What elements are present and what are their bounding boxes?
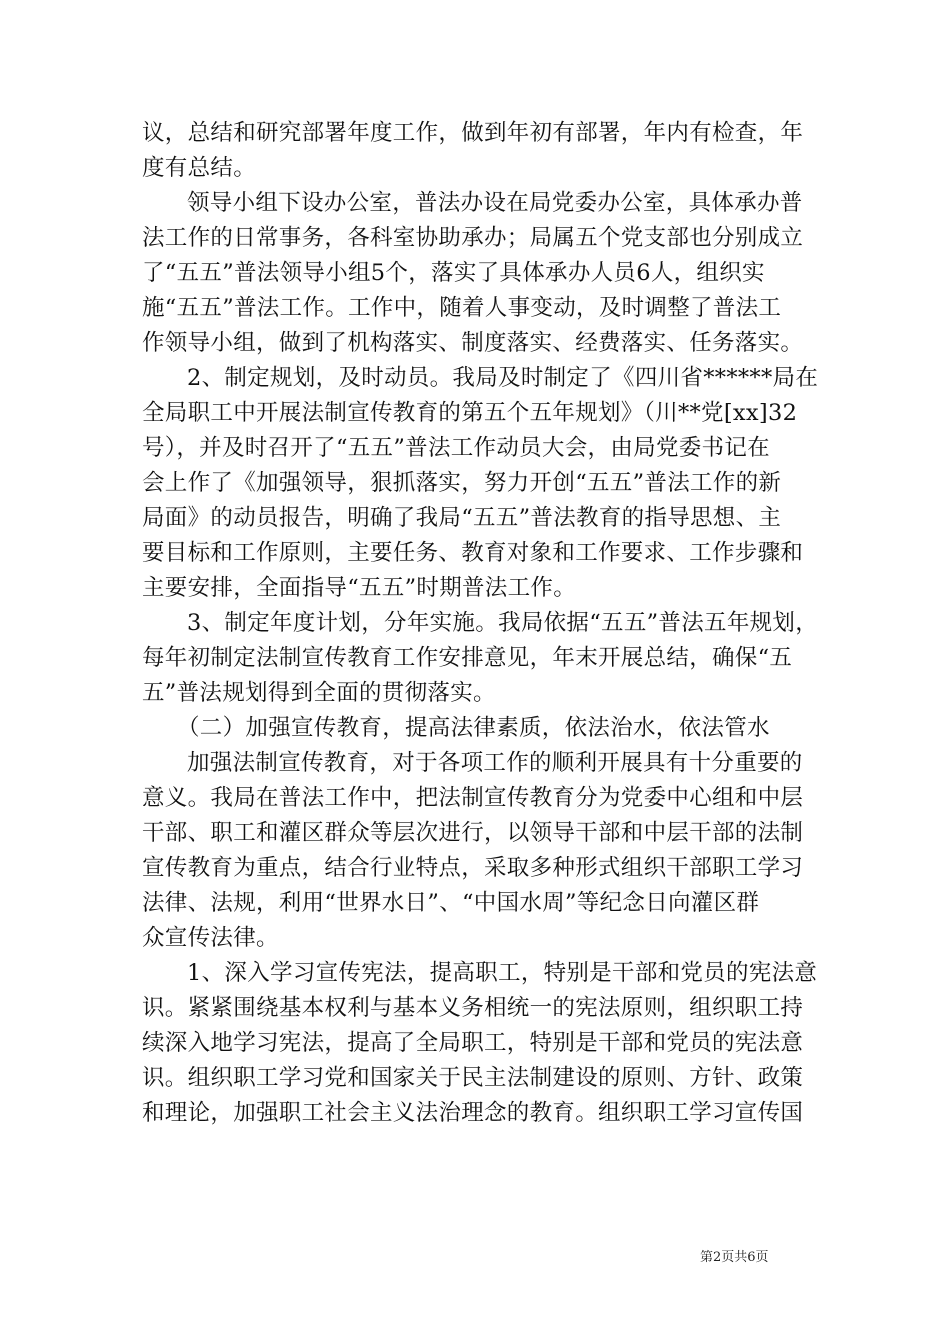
paragraph-start-line: 1、深入学习宣传宪法，提高职工，特别是干部和党员的宪法意 (187, 960, 818, 986)
text-line: 每年初制定法制宣传教育工作安排意见，年末开展总结，确保“五 (142, 645, 793, 671)
text-line: 和理论，加强职工社会主义法治理念的教育。组织职工学习宣传国 (142, 1100, 804, 1126)
paragraph-start-line: 3、制定年度计划，分年实施。我局依据“五五”普法五年规划， (187, 610, 819, 636)
text-line: 意义。我局在普法工作中，把法制宣传教育分为党委中心组和中层 (142, 785, 804, 811)
text-line: 干部、职工和灌区群众等层次进行，以领导干部和中层干部的法制 (142, 820, 804, 846)
text-line: 识。紧紧围绕基本权利与基本义务相统一的宪法原则，组织职工持 (142, 995, 804, 1021)
text-line: 度有总结。 (142, 155, 257, 181)
text-line: 了“五五”普法领导小组5个，落实了具体承办人员6人，组织实 (142, 260, 765, 286)
text-line: 法律、法规，利用“世界水日”、“中国水周”等纪念日向灌区群 (142, 890, 760, 916)
document-body (142, 116, 819, 1131)
text-line: 会上作了《加强领导，狠抓落实，努力开创“五五”普法工作的新 (142, 470, 782, 496)
text-line: 续深入地学习宪法，提高了全局职工，特别是干部和党员的宪法意 (142, 1030, 804, 1056)
text-line: 主要安排，全面指导“五五”时期普法工作。 (142, 575, 577, 601)
text-line: 众宣传法律。 (142, 925, 279, 951)
paragraph-start-line: 加强法制宣传教育，对于各项工作的顺利开展具有十分重要的 (187, 750, 803, 776)
text-line: 法工作的日常事务，各科室协助承办；局属五个党支部也分别成立 (142, 225, 804, 251)
text-line: 全局职工中开展法制宣传教育的第五个五年规划》（川**党[xx]32 (142, 400, 798, 426)
text-line: 作领导小组，做到了机构落实、制度落实、经费落实、任务落实。 (142, 330, 804, 356)
section-heading: （二）加强宣传教育，提高法律素质，依法治水，依法管水 (177, 715, 770, 741)
text-line: 局面》的动员报告，明确了我局“五五”普法教育的指导思想、主 (142, 505, 782, 531)
text-line: 议，总结和研究部署年度工作，做到年初有部署，年内有检查，年 (142, 120, 804, 146)
text-line: 号），并及时召开了“五五”普法工作动员大会，由局党委书记在 (142, 435, 770, 461)
text-line: 五”普法规划得到全面的贯彻落实。 (142, 680, 496, 706)
text-line: 施“五五”普法工作。工作中，随着人事变动，及时调整了普法工 (142, 295, 782, 321)
paragraph-start-line: 2、制定规划，及时动员。我局及时制定了《四川省******局在 (187, 365, 819, 391)
text-line: 宣传教育为重点，结合行业特点，采取多种形式组织干部职工学习 (142, 855, 804, 881)
text-line: 要目标和工作原则，主要任务、教育对象和工作要求、工作步骤和 (142, 540, 804, 566)
text-line: 识。组织职工学习党和国家关于民主法制建设的原则、方针、政策 (142, 1065, 804, 1091)
page-number: 第2页共6页 (700, 1250, 769, 1265)
paragraph-start-line: 领导小组下设办公室，普法办设在局党委办公室，具体承办普 (187, 190, 803, 216)
